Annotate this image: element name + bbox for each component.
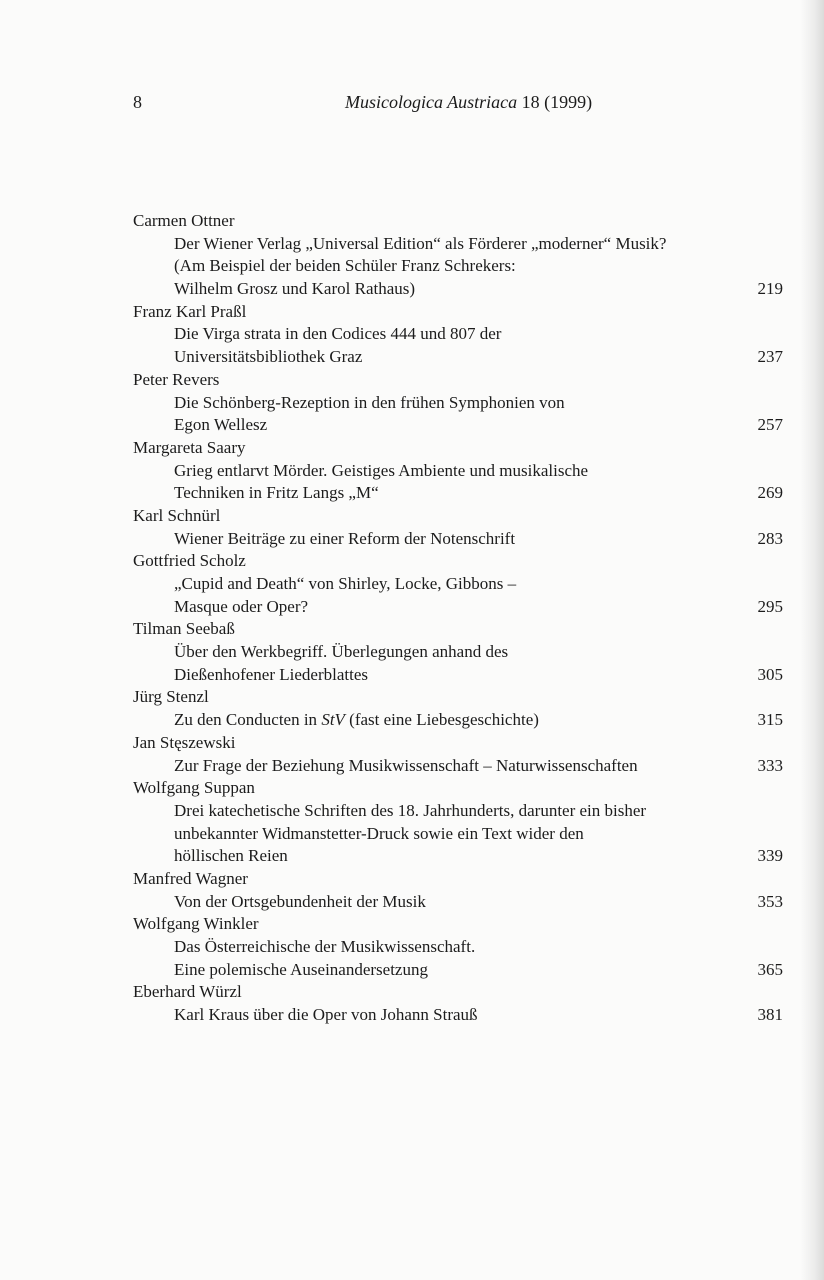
toc-title-line [133, 414, 783, 437]
toc-title-text: Grieg entlarvt Mörder. Geistiges Ambiente und musikalische [174, 460, 589, 480]
toc-title-text: Masque oder Oper? [174, 596, 309, 616]
toc-page-number: 339 [757, 846, 783, 866]
toc-author: Carmen Ottner [133, 211, 235, 230]
toc-title-line [133, 845, 783, 868]
toc-page-number: 315 [757, 710, 783, 730]
toc-title-line [133, 1004, 783, 1027]
toc-title-text: Das Österreichische der Musikwissenschaft. [174, 937, 476, 956]
toc-entry [133, 210, 783, 301]
running-header [133, 92, 783, 118]
toc-title-text: Wiener Beiträge zu einer Reform der Notenschrift [174, 528, 516, 548]
toc-author: Eberhard Würzl [133, 982, 242, 1002]
toc-title-text: (Am Beispiel der beiden Schüler Franz Schrekers: [174, 256, 516, 276]
toc-entry [133, 686, 783, 731]
toc-title-line [133, 528, 783, 551]
toc-page-number: 283 [757, 528, 783, 548]
toc-page-number: 257 [757, 415, 783, 435]
toc-title-text: Von der Ortsgebundenheit der Musik [174, 891, 426, 911]
toc-page-number: 237 [757, 347, 783, 367]
toc-title-line [133, 233, 783, 256]
toc-title-text: „Cupid and Death“ von Shirley, Locke, Gibbons – [174, 574, 517, 593]
toc-entry [133, 301, 783, 369]
toc-entry [133, 550, 783, 618]
toc-title-line [133, 641, 783, 664]
toc-author: Jan Stęszewski [133, 732, 236, 752]
toc-entry [133, 913, 783, 981]
toc-entry [133, 369, 783, 437]
toc-title-line [133, 323, 783, 346]
toc-author: Margareta Saary [133, 437, 246, 457]
toc-entry [133, 981, 783, 1026]
journal-heading [345, 92, 592, 113]
toc-page-number: 381 [757, 1005, 783, 1025]
toc-author: Manfred Wagner [133, 868, 248, 888]
toc-title-text: Karl Kraus über die Oper von Johann Strauß [174, 1005, 478, 1025]
toc-title-line [133, 460, 783, 483]
toc-title-line [133, 482, 783, 505]
toc-author: Gottfried Scholz [133, 551, 246, 571]
page-edge-shadow [800, 0, 824, 1280]
toc-author: Franz Karl Praßl [133, 301, 247, 321]
toc-title-line [133, 596, 783, 619]
toc-title-line [133, 392, 783, 415]
toc-title-line [133, 936, 783, 959]
toc-author: Tilman Seebaß [133, 619, 235, 639]
toc-title-text: Zur Frage der Beziehung Musikwissenschaft – Naturwissenschaften [174, 755, 638, 775]
toc-entry [133, 732, 783, 777]
toc-title-line [133, 823, 783, 846]
toc-page-number: 219 [757, 279, 783, 299]
toc-title-text: Die Schönberg-Rezeption in den frühen Symphonien von [174, 392, 565, 412]
toc-title-text: höllischen Reien [174, 846, 288, 866]
toc-entry [133, 437, 783, 505]
toc-title-text: Universitätsbibliothek Graz [174, 347, 363, 367]
toc-title-text: Egon Wellesz [174, 415, 268, 435]
toc-page-number: 365 [757, 959, 783, 979]
toc-title-line [133, 255, 783, 278]
toc-title-text: Dießenhofener Liederblattes [174, 664, 368, 684]
toc-title-text: Eine polemische Auseinandersetzung [174, 959, 428, 979]
toc-title-text: (fast eine Liebesgeschichte) [344, 710, 539, 730]
toc-title-line [133, 278, 783, 301]
toc-title-text: Wilhelm Grosz und Karol Rathaus) [174, 279, 416, 299]
table-of-contents [133, 210, 783, 1027]
toc-entry [133, 868, 783, 913]
toc-title-text: Zu den Conducten in [174, 710, 322, 730]
toc-title-line [133, 346, 783, 369]
toc-title-line [133, 755, 783, 778]
toc-author: Jürg Stenzl [133, 687, 209, 707]
toc-title-text: Die Virga strata in den Codices 444 und 807 der [174, 324, 502, 344]
toc-page-number: 333 [757, 755, 783, 775]
toc-title-line [133, 800, 783, 823]
toc-page-number: 305 [757, 664, 783, 684]
toc-title-text: unbekannter Widmanstetter-Druck sowie ein Text wider den [174, 823, 584, 843]
page-number: 8 [133, 92, 142, 112]
toc-title-line [133, 891, 783, 914]
toc-title-line [133, 709, 783, 732]
journal-issue: 18 (1999) [521, 92, 593, 112]
toc-title-line [133, 664, 783, 687]
toc-entry [133, 505, 783, 550]
toc-title-line [133, 573, 783, 596]
journal-title: Musicologica Austriaca [345, 92, 518, 112]
toc-title-italic: StV [321, 710, 345, 730]
toc-title-text: Der Wiener Verlag „Universal Edition“ als Förderer „moderner“ Musik? [174, 233, 667, 253]
toc-author: Wolfgang Winkler [133, 914, 259, 934]
toc-title-text: Techniken in Fritz Langs „M“ [174, 483, 379, 503]
toc-author: Wolfgang Suppan [133, 778, 255, 798]
toc-page-number: 269 [757, 483, 783, 503]
toc-author: Peter Revers [133, 369, 220, 389]
toc-title-line [133, 959, 783, 982]
toc-author: Karl Schnürl [133, 505, 221, 525]
toc-title-text: Drei katechetische Schriften des 18. Jahrhunderts, darunter ein bisher [174, 800, 647, 820]
toc-page-number: 295 [757, 596, 783, 616]
toc-title-text: Über den Werkbegriff. Überlegungen anhand des [174, 642, 509, 662]
toc-page-number: 353 [757, 891, 783, 911]
toc-entry [133, 618, 783, 686]
toc-entry [133, 777, 783, 868]
